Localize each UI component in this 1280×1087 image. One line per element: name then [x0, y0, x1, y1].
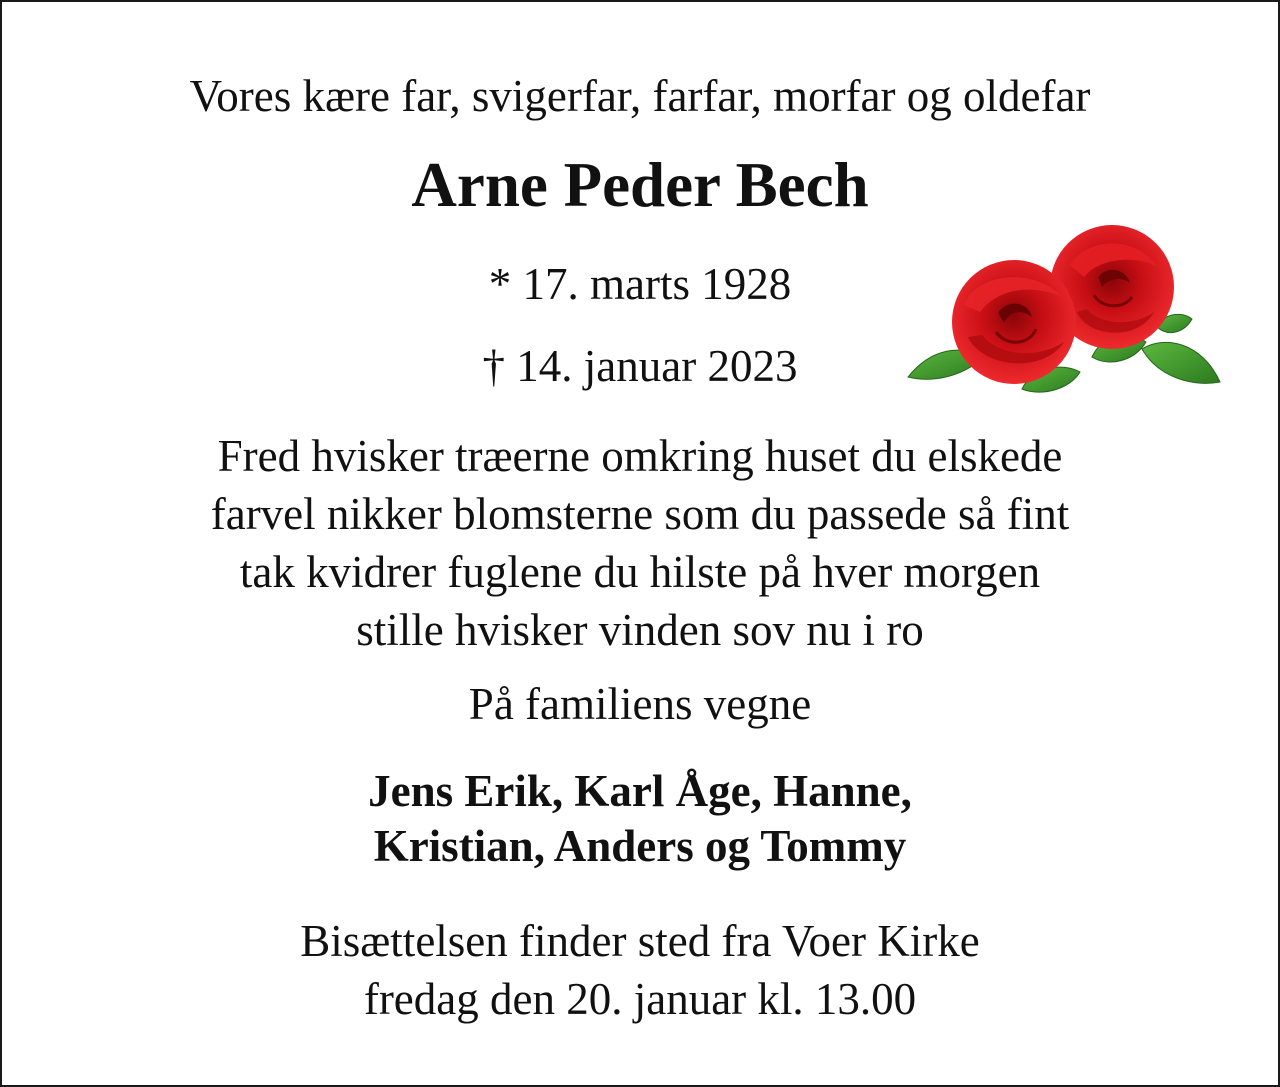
funeral-details	[2, 912, 1278, 1028]
family-signers	[2, 764, 1278, 874]
verse-line: tak kvidrer fuglene du hilste på hver morgen	[239, 547, 1041, 597]
funeral-line: fredag den 20. januar kl. 13.00	[363, 974, 917, 1024]
verse-line: stille hvisker vinden sov nu i ro	[356, 605, 924, 655]
deceased-name: Arne Peder Bech	[411, 150, 869, 220]
red-roses-icon	[902, 217, 1224, 397]
verse-line: Fred hvisker træerne omkring huset du elskede	[217, 431, 1063, 481]
birth-date: * 17. marts 1928	[488, 259, 792, 309]
memorial-verse	[2, 427, 1278, 659]
signers-line: Jens Erik, Karl Åge, Hanne,	[368, 766, 912, 816]
death-date: † 14. januar 2023	[482, 341, 798, 391]
funeral-line: Bisættelsen finder sted fra Voer Kirke	[300, 916, 980, 966]
on-behalf-line: På familiens vegne	[468, 679, 812, 729]
verse-line: farvel nikker blomsterne som du passede så fint	[210, 489, 1070, 539]
intro-line: Vores kære far, svigerfar, farfar, morfar og oldefar	[189, 71, 1091, 121]
leaf-icon	[1142, 342, 1220, 383]
signers-line: Kristian, Anders og Tommy	[373, 821, 907, 871]
rose-icon	[952, 260, 1076, 384]
